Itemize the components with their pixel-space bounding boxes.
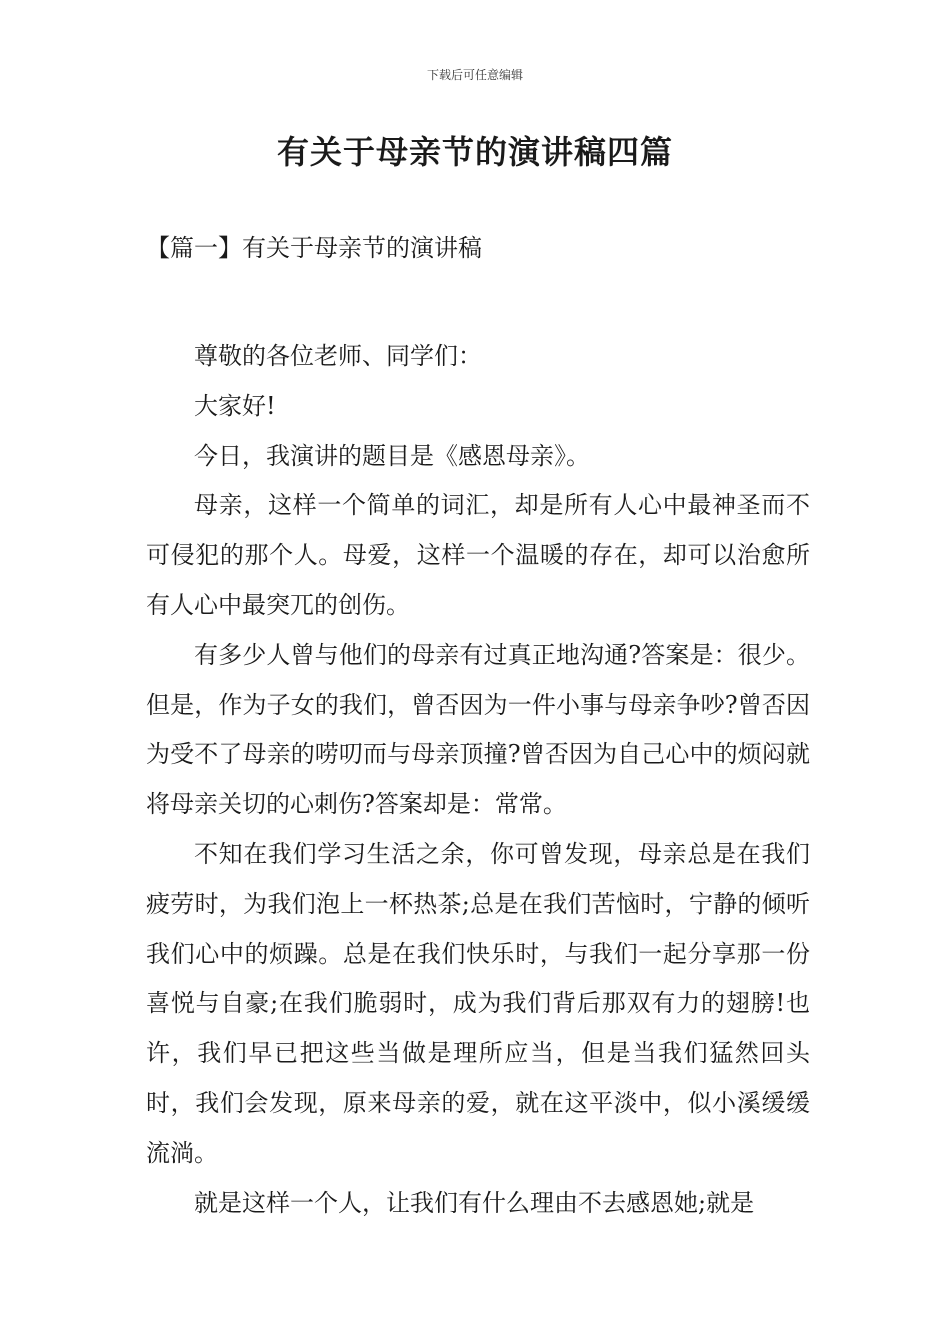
document-title: 有关于母亲节的演讲稿四篇: [276, 133, 673, 171]
speech-body: [146, 332, 810, 1228]
paragraph: 母亲，这样一个简单的词汇，却是所有人心中最神圣而不可侵犯的那个人。母爱，这样一个温暖的存在，却可以治愈所有人心中最突兀的创伤。: [146, 491, 810, 619]
header-note: 下载后可任意编辑: [426, 68, 523, 82]
paragraph-salutation: 尊敬的各位老师、同学们：: [194, 342, 482, 370]
section-heading: 【篇一】有关于母亲节的演讲稿: [146, 234, 482, 262]
paragraph: 就是这样一个人，让我们有什么理由不去感恩她;就是: [194, 1188, 755, 1217]
paragraph-greeting: 大家好!: [194, 391, 276, 420]
paragraph: 不知在我们学习生活之余，你可曾发现，母亲总是在我们疲劳时，为我们泡上一杯热茶;总是在我们苦恼时，宁静的倾听我们心中的烦躁。总是在我们快乐时，与我们一起分享那一份喜悦与自豪;在我们脆弱时，成为我们背后那双有力的翅膀!也许，我们早已把这些当做是理所应当，但是当我们猛然回头时，我们会发现，原来母亲的爱，就在这平淡中，似小溪缓缓流淌。: [146, 839, 810, 1167]
paragraph: 有多少人曾与他们的母亲有过真正地沟通?答案是：很少。但是，作为子女的我们，曾否因为一件小事与母亲争吵?曾否因为受不了母亲的唠叨而与母亲顶撞?曾否因为自己心中的烦闷就将母亲关切的心刺伤?答案却是：常常。: [146, 640, 810, 819]
paragraph-topic: 今日，我演讲的题目是《感恩母亲》。: [194, 441, 590, 470]
